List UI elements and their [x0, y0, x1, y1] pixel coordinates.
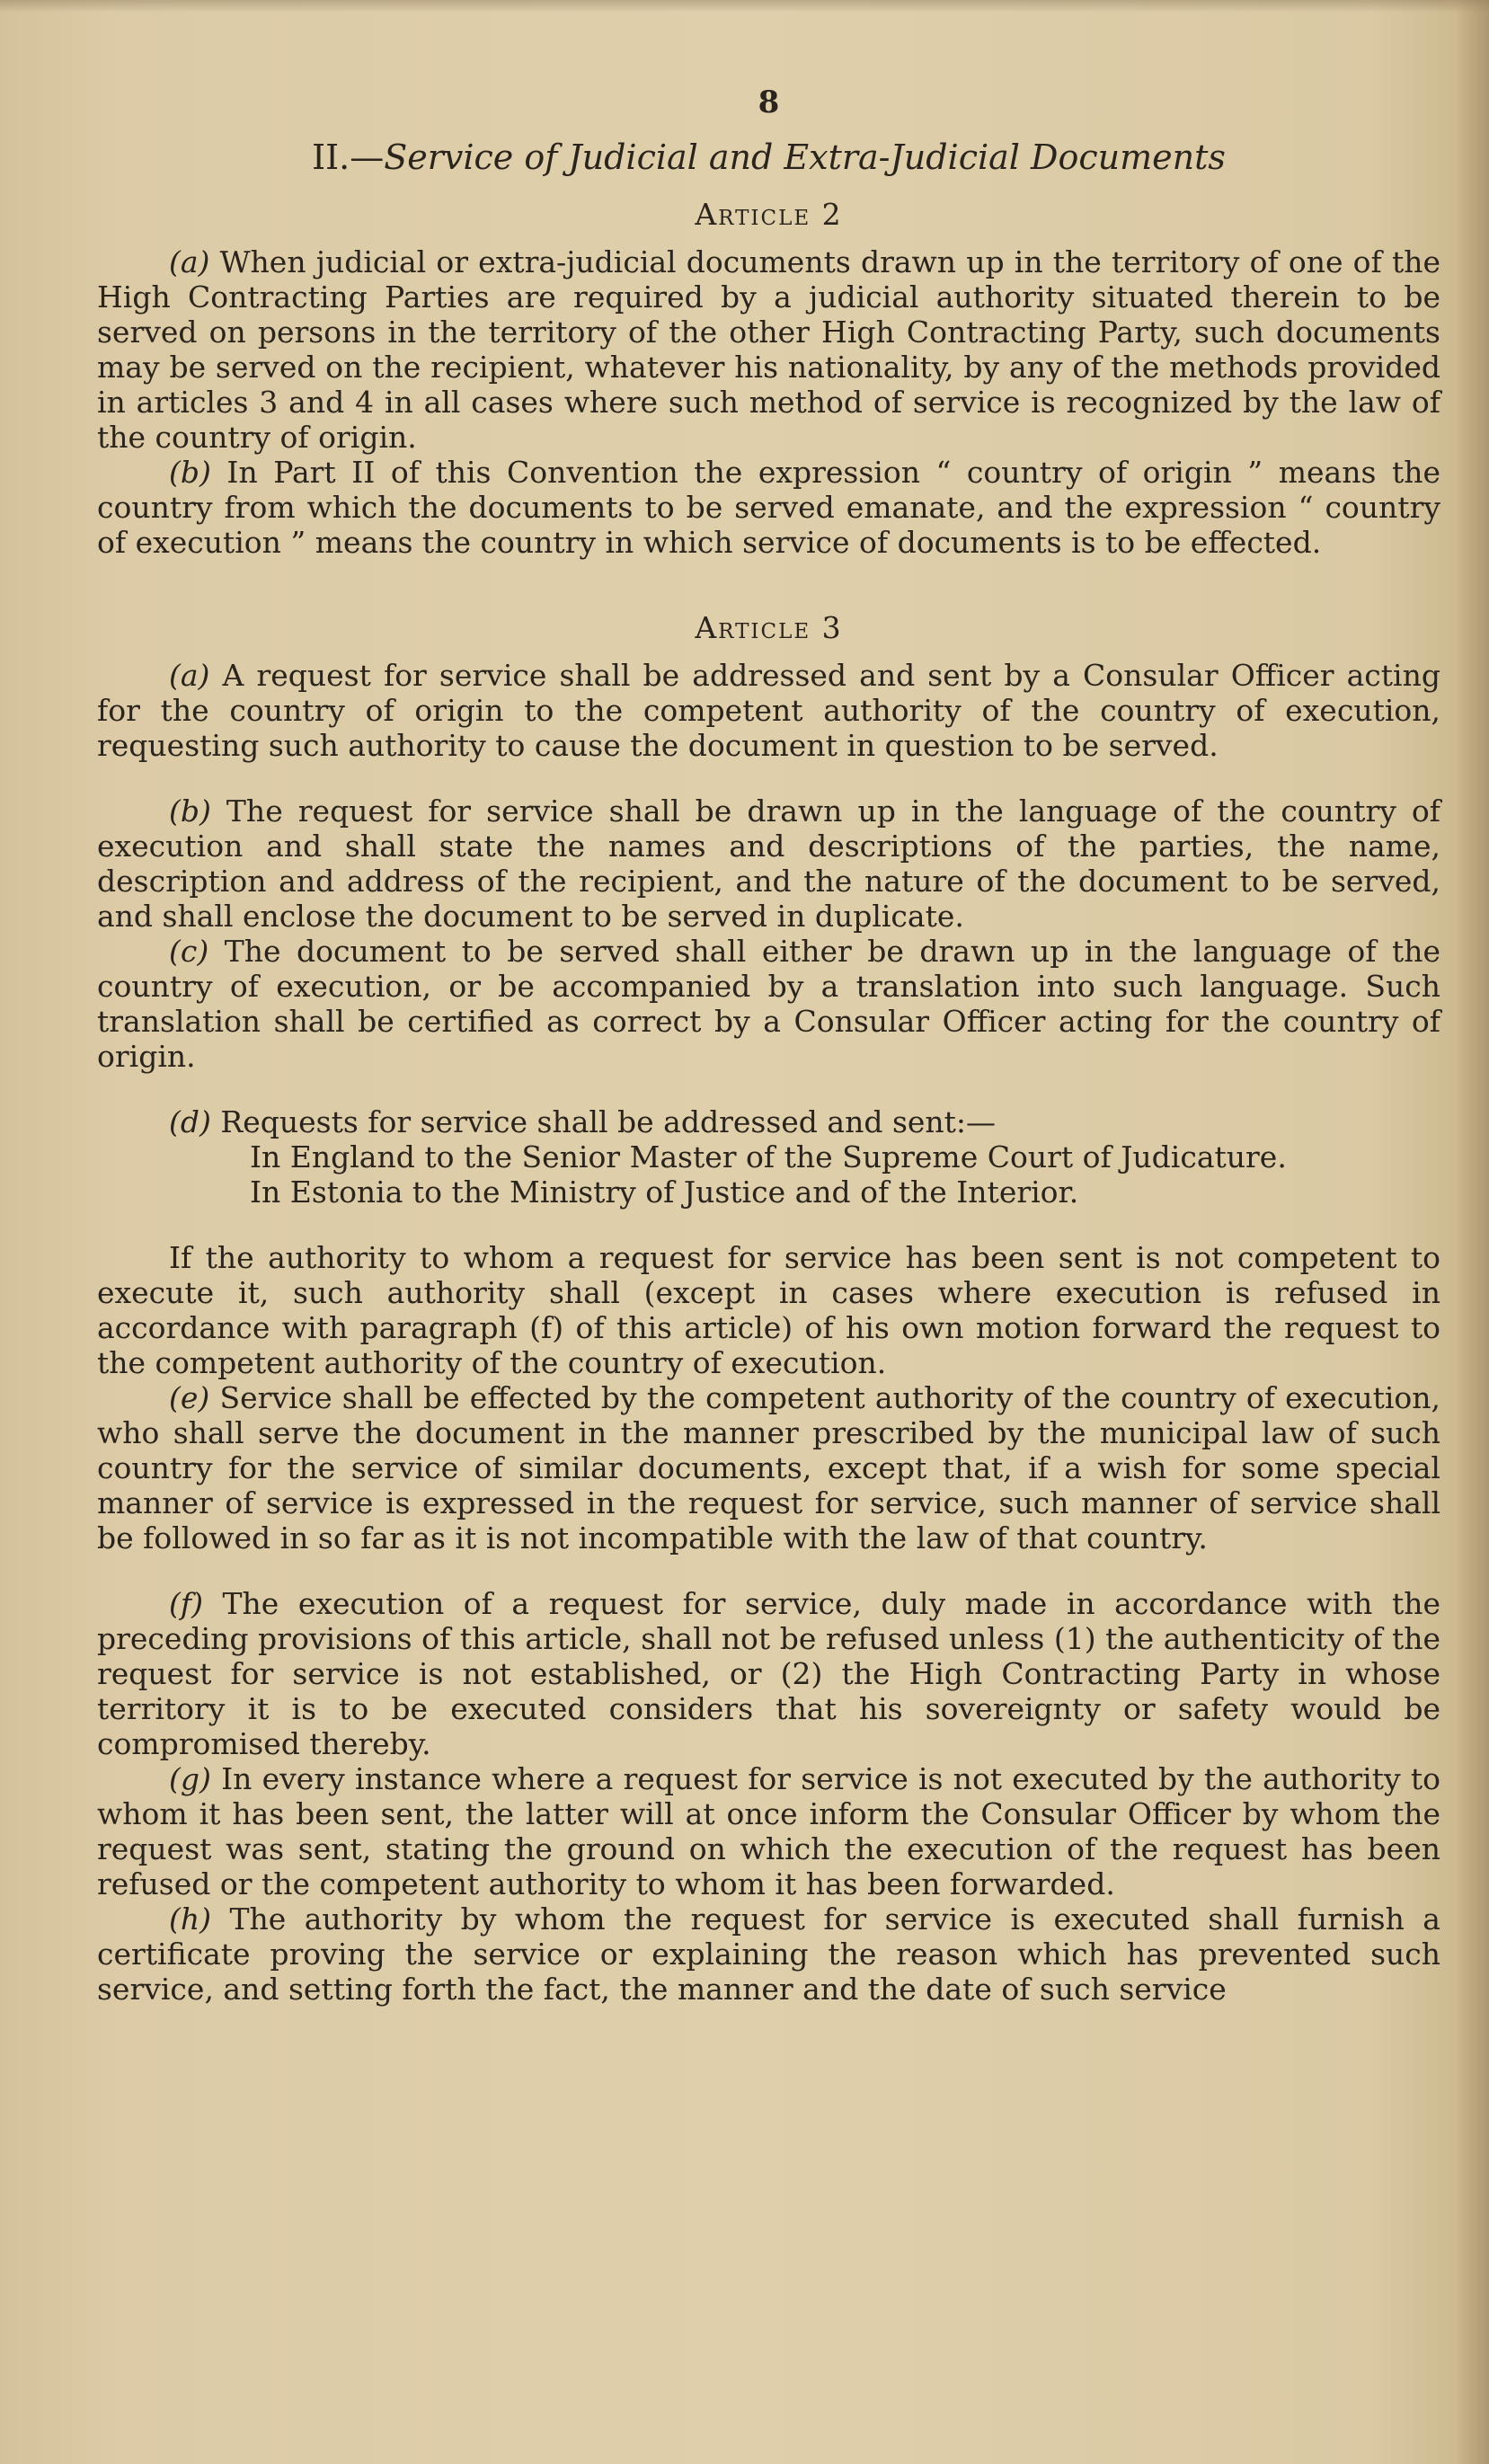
- article-3-paragraph-e: [97, 1380, 1440, 1556]
- paragraph-text: In every instance where a request for service is not executed by the authority to whom it has been sent, the latter will at once inform the Consular Officer by whom the request was sent, stating the ground on which the execution of the request has been refused or the competent authority to whom it has been forwarded.: [97, 1761, 1440, 1901]
- paragraph-letter: (b): [169, 455, 211, 490]
- paragraph-letter: (e): [169, 1380, 210, 1415]
- page-binding-edge: [1455, 0, 1489, 2464]
- article-3-paragraph-d: [97, 1104, 1440, 1139]
- paragraph-letter: (c): [169, 934, 209, 969]
- paragraph-text: In Part II of this Convention the expression “ country of origin ” means the country from which the documents to be served emanate, and the expression “ country of execution ” means the country in which service of documents is to be effected.: [97, 455, 1440, 560]
- paragraph-letter: (b): [169, 793, 211, 829]
- article-3-paragraph-d-continued: If the authority to whom a request for service has been sent is not competent to execute it, such authority shall (except in cases where execution is refused in accordance with paragraph (f) of this article) of his own motion forward the request to the competent authority of the country of execution.: [97, 1240, 1440, 1380]
- article-2-paragraph-b: [97, 455, 1440, 560]
- paragraph-text: The document to be served shall either be drawn up in the language of the country of execution, or be accompanied by a translation into such language. Such translation shall be certified as correct by a Consular Officer acting for the country of origin.: [97, 934, 1440, 1074]
- paragraph-text: The execution of a request for service, duly made in accordance with the preceding provisions of this article, shall not be refused unless (1) the authenticity of the request for service is not established, or (2) the High Contracting Party in whose territory it is to be executed considers that his sovereignty or safety would be compromised thereby.: [97, 1586, 1440, 1761]
- page-top-edge: [0, 0, 1489, 13]
- destination-england: In England to the Senior Master of the Supreme Court of Judicature.: [250, 1139, 1287, 1174]
- section-title: [97, 137, 1440, 177]
- paragraph-text: The authority by whom the request for service is executed shall furnish a certificate proving the service or explaining the reason which has prevented such service, and setting forth the fact, the manner and the date of such service: [97, 1901, 1440, 2007]
- paragraph-text: Service shall be effected by the competent authority of the country of execution, who shall serve the document in the manner prescribed by the municipal law of such country for the service of similar documents, except that, if a wish for some special manner of service is expressed in the request for service, such manner of service shall be followed in so far as it is not incompatible with the law of that country.: [97, 1380, 1440, 1556]
- paragraph-letter: (f): [169, 1586, 203, 1621]
- paragraph-letter: (g): [169, 1761, 211, 1796]
- article-3-paragraph-f: [97, 1586, 1440, 1761]
- paragraph-letter: (d): [169, 1104, 211, 1139]
- article-3-heading: Article 3: [695, 610, 843, 645]
- article-2-paragraph-a: [97, 244, 1440, 455]
- paragraph-text: When judicial or extra-judicial documents drawn up in the territory of one of the High Contracting Parties are required by a judicial authority situated therein to be served on persons in the territory of the other High Contracting Party, such documents may be served on the recipient, whatever his nationality, by any of the methods provided in articles 3 and 4 in all cases where such method of service is recognized by the law of the country of origin.: [97, 244, 1440, 455]
- paragraph-letter: (a): [169, 244, 210, 279]
- article-2-heading: Article 2: [695, 197, 843, 232]
- page-number: 8: [758, 84, 780, 120]
- paragraph-text: The request for service shall be drawn up in the language of the country of execution and shall state the names and descriptions of the parties, the name, description and address of the recipient, and the nature of the document to be served, and shall enclose the document to be served in duplicate.: [97, 793, 1440, 934]
- section-title-text: Service of Judicial and Extra-Judicial Documents: [384, 137, 1226, 177]
- article-3-paragraph-c: [97, 934, 1440, 1074]
- paragraph-letter: (h): [169, 1901, 212, 1937]
- article-3-paragraph-b: [97, 793, 1440, 934]
- page-content: [97, 85, 1440, 2007]
- paragraph-text: Requests for service shall be addressed and sent:—: [210, 1104, 997, 1139]
- paragraph-text: A request for service shall be addressed and sent by a Consular Officer acting for the country of origin to the competent authority of the country of execution, requesting such authority to cause the document in question to be served.: [97, 658, 1440, 763]
- section-numeral: II.—: [312, 137, 385, 177]
- destination-estonia: In Estonia to the Ministry of Justice and of the Interior.: [250, 1174, 1079, 1210]
- article-3-paragraph-h: [97, 1901, 1440, 2007]
- article-3-paragraph-a: [97, 658, 1440, 763]
- article-3-paragraph-g: [97, 1761, 1440, 1901]
- paragraph-letter: (a): [169, 658, 210, 693]
